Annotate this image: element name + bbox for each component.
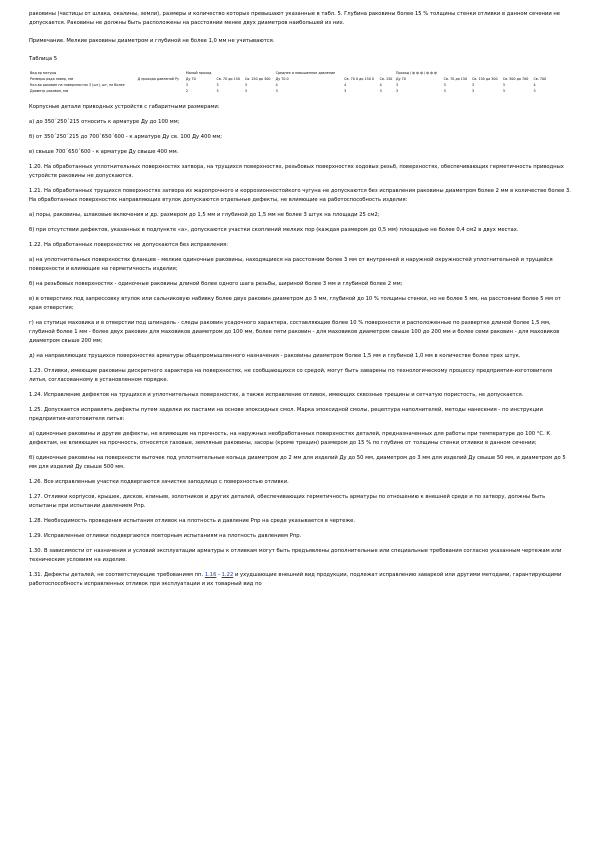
paragraph-body: а) одиночные раковины и другие дефекты, не влияющие на прочность, на наружных необработанных поверхностях деталей, предназначенных для работы при температуре до 100 °С. К дефектам, не влияющим на прочность, относятся газовые, земляные раковины, засоры (кроме трещин) размером до 15 % по глубине от толщины стенки отливки в данном сечении; [29,431,551,446]
paragraph-text: - [216,572,222,578]
table-cell: 4 [275,83,278,87]
table-cell: Диаметр раковин, мм [30,89,69,93]
paragraph-body: 1.23. Отливки, имеющие раковины дискретного характера на поверхностях, не сообщающихся со средой, могут быть заварены по технологическому процессу предприятия-изготовителя литья, согласованному в установленном порядке. [29,368,553,383]
table-cell: 3 [396,83,399,87]
paragraph-body: а) до 350´250´215 относить к арматуре Ду до 100 мм; [29,119,180,125]
table-cell: 3 [275,89,278,93]
paragraph-body: б) одиночные раковины на поверхности выточек под уплотнительные кольца диаметром до 2 мм для изделий Ду до 50 мм, диаметром до 3 мм для изделий Ду свыше 50 мм, и диаметром до 5 мм для изделий Ду свыше 500 мм. [29,455,566,470]
paragraph-body: Корпусные детали приводных устройств с габаритными размерами: [29,104,220,110]
document-page [29,10,571,589]
table-cell: 3 [344,89,347,93]
link-clause-116[interactable]: 1.16 [204,572,217,578]
table-cell: 4 [533,83,536,87]
paragraph-body: б) при отсутствии дефектов, указанных в подпункте «а», допускаются участки скоплений мелких пор (каждая размером до 0,5 мм) площадью не более 0,4 см2 в двух местах. [29,227,519,233]
paragraph-body: 1.25. Допускается исправлять дефекты путем заделки их пастами на основе эпоксидных смол. Марка эпоксидной смолы, рецептура наполнителей, методы нанесения - по инструкции предприятия-изготовителя литья: [29,407,543,422]
table-cell: Св. 150 до 300 [472,77,498,81]
table-cell: 3 [502,83,505,87]
table-cell: Ду 70 0 [275,77,289,81]
table-cell: 3 [379,89,382,93]
table-cell: 3 [244,83,247,87]
table-cell: Св. 70 0 до 150 0 [344,77,375,81]
table-cell: 3 [216,83,219,87]
paragraph-intro: раковины (частицы от шлака, окалины, земли), размеры и количество которых превышают указанные в табл. 5. Глубина раковины более 15 % толщины стенки отливки в данном сечении не допускается. Раковины не должны быть расположены на расстоянии менее двух диаметров наибольшей из них. [29,11,561,26]
table-cell: Вид ар матуры [30,71,57,75]
table-cell: Св. 700 [533,77,547,81]
table-cell: 3 [216,89,219,93]
paragraph-body: б) на резьбовых поверхностях - одиночные раковины длиной более одного шага резьбы, шириной более 3 мм и глубиной более 2 мм; [29,281,403,287]
table-cell: 3 [396,89,399,93]
table-cell: 2 [185,89,188,93]
paragraph-body: 1.27. Отливки корпусов, крышек, дисков, клиньев, золотников и других деталей, обеспечивающих герметичность арматуры по отношению к внешней среде и по затвору, должны быть испытаны при испытании давлением Рпр. [29,494,546,509]
paragraph-body: 1.24. Исправление дефектов на трущихся и уплотнительных поверхностях, а также исправление отливок, имеющих сквозные трещины и сетчатую пористость, не допускается. [29,392,524,398]
table-cell: 3 [502,89,505,93]
table-cell: 3 [472,89,475,93]
paragraph-text: 1.31. Дефекты деталей, не соответствующие требованиям пп. [29,572,205,578]
paragraph-body: 1.26. Все исправленные участки подвергаются зачистке заподлицо с поверхностью отливки. [29,479,289,485]
table-cell: 4 [379,83,382,87]
table-cell: 3 [185,83,188,87]
paragraph-body: 1.22. На обработанных поверхностях не допускаются без исправления: [29,242,229,248]
paragraph-last [29,571,571,589]
paragraph-body: 1.21. На обработанных трущихся поверхностях затвора из жаропрочного и коррозионностойкого чугуна не допускаются без исправления раковины диаметром более 2 мм в количестве более 3. На обработанных поверхностях направляющих втулок допускаются отдельные дефекты, не влияющие на работоспособность изделия: [29,188,571,203]
note: Примечание. Мелкие раковины диаметром и глубиной не более 1,0 мм не учитываются. [29,38,275,44]
table-cell: 4 [344,83,347,87]
table-cell: Ду 70 [185,77,196,81]
table-cell: 3 [244,89,247,93]
table-cell: Св. 150 [379,77,393,81]
paragraph-body: 1.20. На обработанных уплотнительных поверхностях затвора, на трущихся поверхностях, резьбовых поверхностях ходовых резьб, поверхностях, обеспечивающих герметичность приводных устройств раковины не допускаются. [29,164,564,179]
paragraph-body: а) поры, раковины, шлаковые включения и др. размером до 1,5 мм и глубиной до 1,5 мм не более 3 штук на площади 25 см2; [29,212,380,218]
table-cell: Св. 150 до 300 [244,77,271,81]
table-cell: 3 [533,89,536,93]
paragraph-body: г) на ступице маховика и в отверстии под шпиндель - следы раковин усадочного характера, составляющие более 10 % поверхности и расположенные по развертке длиной более 1,5 мм, глубиной более 1 мм - более двух раковин для маховиков диаметром до 100 мм, более пяти раковин - для маховиков диаметром свыше 100 до 200 мм и более семи раковин - для маховиков диаметром свыше 200 мм; [29,320,560,344]
table-cell: 3 [472,83,475,87]
paragraph-body: д) на направляющих трущихся поверхностях арматуры общепромышленного назначения - раковины диаметром более 1,5 мм и глубиной 1,0 мм в количестве более трех штук. [29,353,521,359]
paragraph-body: в) в отверстиях под запрессовку втулок или сальниковую набивку более двух раковин диаметром до 3 мм, глубиной до 10 % толщины стенки, но не более 5 мм, на расстоянии более 5 мм от края отверстия; [29,296,561,311]
table-cell: Кол-во раковин на поверхностях 3 (шт), шт, не более [30,83,125,87]
paragraph-body: 1.29. Исправленные отливки подвергаются повторным испытаниям на плотность давлением Рпр. [29,533,302,539]
table-cell: Д прохода давлений Ру [137,77,179,81]
paragraph-text: и ухудшающие внешний вид продукции, подлежат исправлению заваркой или другими методами, гарантирующими работоспособность исправленных отливок при эксплуатации и их товарный вид по [29,572,562,587]
table-cell: Размеры ряда повер, мм [30,77,74,81]
table-cell: 3 [443,89,446,93]
table-cell: Среднее и повышенное давление [275,71,336,75]
table-cell: Малый проход [185,71,212,75]
paragraph-body: 1.30. В зависимости от назначения и условий эксплуатации арматуры к отливкам могут быть предъявлены дополнительные или специальные требования согласно указанным чертежам или техническим условиям на изделие. [29,548,562,563]
paragraph-body: а) на уплотнительных поверхностях фланцев - мелкие одиночные раковины, находящиеся на расстоянии более 3 мм от внутренней и наружной окружностей уплотнительной и трущейся поверхности и влияющие на герметичность изделия; [29,257,553,272]
table-cell: Св. 300 до 700 [502,77,529,81]
paragraph-body: 1.28. Необходимость проведения испытания отливок на плотность и давление Рпр на среде указывается в чертеже. [29,518,356,524]
table-cell: Проход / ф ф ф / ф ф ф [396,71,437,75]
table-title: Таблица 5 [29,56,58,62]
table-cell: Св. 70 до 150 [216,77,240,81]
table-cell: 3 [443,83,446,87]
table-cell: Ду 70 [396,77,406,81]
table-cell: Св. 70 до 150 [443,77,468,81]
paragraph-body: в) свыше 700´650´600 - к арматуре Ду свыше 400 мм. [29,149,179,155]
link-clause-122[interactable]: 1.22 [221,572,234,578]
paragraph-body: б) от 350´250´215 до 700´650´600 - к арматуре Ду св. 100 Ду 400 мм; [29,134,223,140]
data-table [29,70,549,94]
